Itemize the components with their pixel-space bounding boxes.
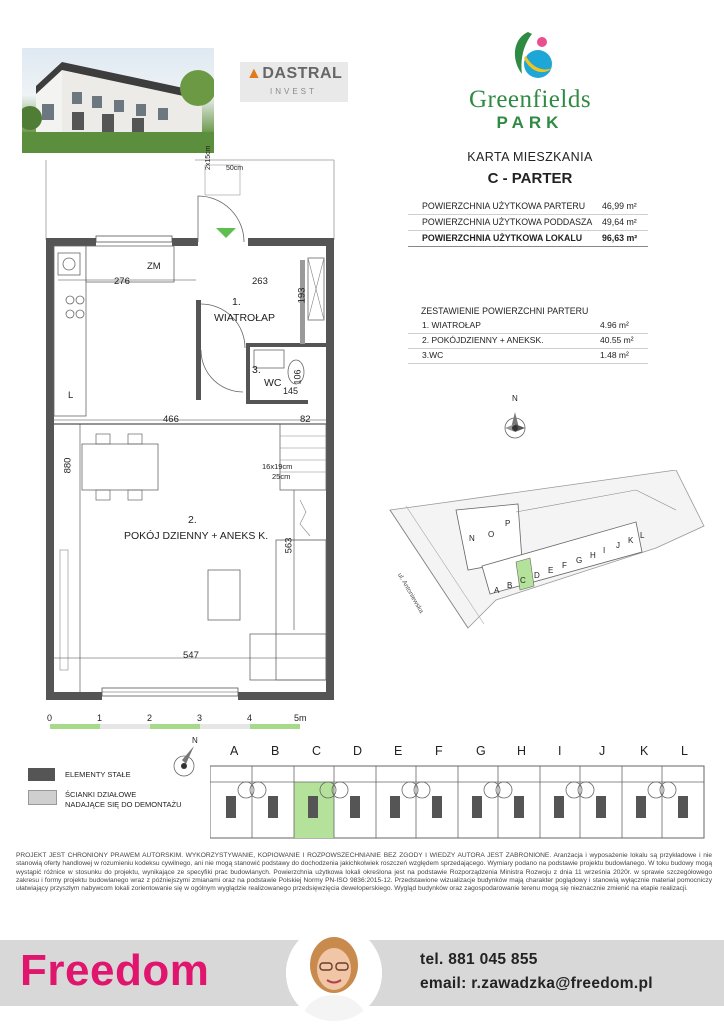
site-letter: J <box>616 541 620 550</box>
step-dim-bottom: 50cm <box>226 165 244 172</box>
scale-label: 2 <box>147 713 153 723</box>
compass-north-label: N <box>192 736 198 745</box>
room-area-value: 40.55 <box>600 335 622 345</box>
room3-number: 3. <box>252 364 261 376</box>
agency-logo: Freedom <box>20 946 210 995</box>
room-area-label: 3.WC <box>422 350 444 360</box>
room2-number: 2. <box>188 514 197 526</box>
dim-547: 547 <box>183 650 199 661</box>
site-letter: B <box>507 581 513 590</box>
area-label: POWIERZCHNIA UŻYTKOWA PARTERU <box>422 201 586 211</box>
site-letter: P <box>505 519 511 528</box>
site-letter: F <box>562 561 567 570</box>
dim-193: 193 <box>296 287 308 304</box>
project-name: Greenfields <box>468 86 592 113</box>
area-value: 49,64 <box>602 217 625 227</box>
developer-logo-text: DASTRAL <box>262 65 343 82</box>
compass-north-label: N <box>512 394 518 403</box>
ground-list-title: ZESTAWIENIE POWIERZCHNI PARTERU <box>421 306 589 316</box>
legend-fixed-swatch <box>28 768 55 781</box>
column-letter: G <box>476 744 486 758</box>
legend-removable-swatch <box>28 790 57 805</box>
site-letter: C <box>520 576 526 585</box>
site-letter: I <box>603 546 606 555</box>
room-area-label: 1. WIATROŁAP <box>422 320 481 330</box>
site-letter: D <box>534 571 540 580</box>
compass-icon <box>510 416 511 417</box>
area-unit: m² <box>626 201 637 211</box>
column-letter: B <box>271 744 280 758</box>
row-houses-plan <box>210 762 710 846</box>
room2-name: POKÓJ DZIENNY + ANEKS K. <box>124 530 269 542</box>
unit-title: C - PARTER <box>487 170 573 187</box>
room1-number: 1. <box>232 296 241 308</box>
column-letter: C <box>312 744 322 758</box>
column-letter: L <box>681 744 688 758</box>
room-area-label: 2. POKÓJDZIENNY + ANEKSK. <box>422 335 544 345</box>
scale-label: 1 <box>97 713 103 723</box>
dim-263: 263 <box>252 276 268 287</box>
dim-466: 466 <box>163 414 179 425</box>
column-letter: I <box>558 744 562 758</box>
room-area-value: 1.48 <box>600 350 617 360</box>
site-letter: G <box>576 556 583 565</box>
developer-logo: ▲DASTRAL INVEST <box>240 62 348 102</box>
column-letter: D <box>353 744 363 758</box>
column-letter: E <box>394 744 403 758</box>
site-letter: K <box>628 536 634 545</box>
compass-icon <box>168 736 204 782</box>
area-unit: m² <box>626 217 637 227</box>
site-letter: E <box>548 566 554 575</box>
street-label: ul. Antoniewska <box>395 572 425 615</box>
step-dim-top: 2x15cm <box>205 145 212 170</box>
project-park: PARK <box>496 113 564 132</box>
dim-880: 880 <box>62 457 74 474</box>
dim-82: 82 <box>300 414 311 425</box>
site-letter: L <box>640 531 645 540</box>
stairs-dim-a: 16x19cm <box>262 462 293 471</box>
area-label: POWIERZCHNIA UŻYTKOWA LOKALU <box>422 233 583 243</box>
room3-name: WC <box>264 377 282 389</box>
column-letter: J <box>599 744 606 758</box>
dim-145: 145 <box>283 386 299 396</box>
room-area-value: 4.96 <box>600 320 617 330</box>
site-letter: O <box>488 530 495 539</box>
agent-phone[interactable]: tel. 881 045 855 <box>420 951 538 968</box>
room-area-unit: m² <box>618 350 629 360</box>
dim-563: 563 <box>283 537 295 554</box>
l-label: L <box>68 390 74 401</box>
column-letter: H <box>517 744 527 758</box>
site-letter: N <box>469 534 475 543</box>
room-area-unit: m² <box>623 335 634 345</box>
room1-name: WIATROŁAP <box>214 312 276 324</box>
zm-label: ZM <box>147 261 161 272</box>
scale-label: 0 <box>47 713 53 723</box>
site-letter: A <box>494 586 500 595</box>
column-letter: F <box>435 744 443 758</box>
agent-photo <box>286 925 382 1021</box>
area-unit: m² <box>626 233 638 243</box>
dim-106: 106 <box>292 369 303 385</box>
legend-fixed-label: ELEMENTY STAŁE <box>65 770 131 779</box>
scale-label: 4 <box>247 713 253 723</box>
room-area-unit: m² <box>618 320 629 330</box>
agent-email[interactable]: email: r.zawadzka@freedom.pl <box>420 975 653 992</box>
card-title: KARTA MIESZKANIA <box>467 150 593 164</box>
scale-label: 5m <box>294 713 307 723</box>
area-value: 96,63 <box>602 233 625 243</box>
stairs-dim-b: 25cm <box>272 472 291 481</box>
area-label: POWIERZCHNIA UŻYTKOWA PODDASZA <box>422 217 593 227</box>
column-letter: A <box>230 744 239 758</box>
area-value: 46,99 <box>602 201 625 211</box>
site-letter: H <box>590 551 596 560</box>
site-map <box>386 470 708 640</box>
dim-276: 276 <box>114 276 130 287</box>
scale-label: 3 <box>197 713 203 723</box>
legal-disclaimer: PROJEKT JEST CHRONIONY PRAWEM AUTORSKIM. WYKORZYSTYWANIE, KOPIOWANIE I ROZPOWSZECHNIANIE BEZ ZGODY I WIEDZY AUTORA JEST ZABRONIONE. Aranżacja i wyposażenie lokalu są przykładowe i nie stanowią oferty handlowej w rozumieniu kodeksu cywilnego, ani nie mogą stanowić podstawy do dochodzenia jakichkolwiek roszczeń względem sprzedającego. Wymiary podano na podstawie projektu budowlanego. W toku budowy mogą wystąpić różnice w stosunku do projektu, wynikające ze specyfiki prac budowlanych. Powierzchnia użytkowa lokali określona jest na podstawie Rozporządzenia Ministra Rozwoju z dnia 11 września 2020r. w sprawie szczegółowego zakresu i formy projektu budowlanego wraz z późniejszymi zmianami oraz na podstawie Polskiej Normy PN-ISO 9836:2015-12. Przedstawione wizualizacje budynków mają charakter poglądowy i stanowią wyłącznie materiał pomocniczy ułatwiający przyszłym nabywcom lokali zorientowanie się w ogólnym wyglądzie realizowanego przedsięwzięcia deweloperskiego. Wygląd budynków oraz zagospodarowanie terenu mogą się nieznacznie zmienić na etapie realizacji. <box>16 852 712 893</box>
developer-logo-sub: INVEST <box>270 87 317 96</box>
legend-removable-label-1: ŚCIANKI DZIAŁOWE <box>65 790 137 799</box>
column-letter: K <box>640 744 649 758</box>
legend-removable-label-2: NADAJĄCE SIĘ DO DEMONTAŻU <box>65 800 182 809</box>
